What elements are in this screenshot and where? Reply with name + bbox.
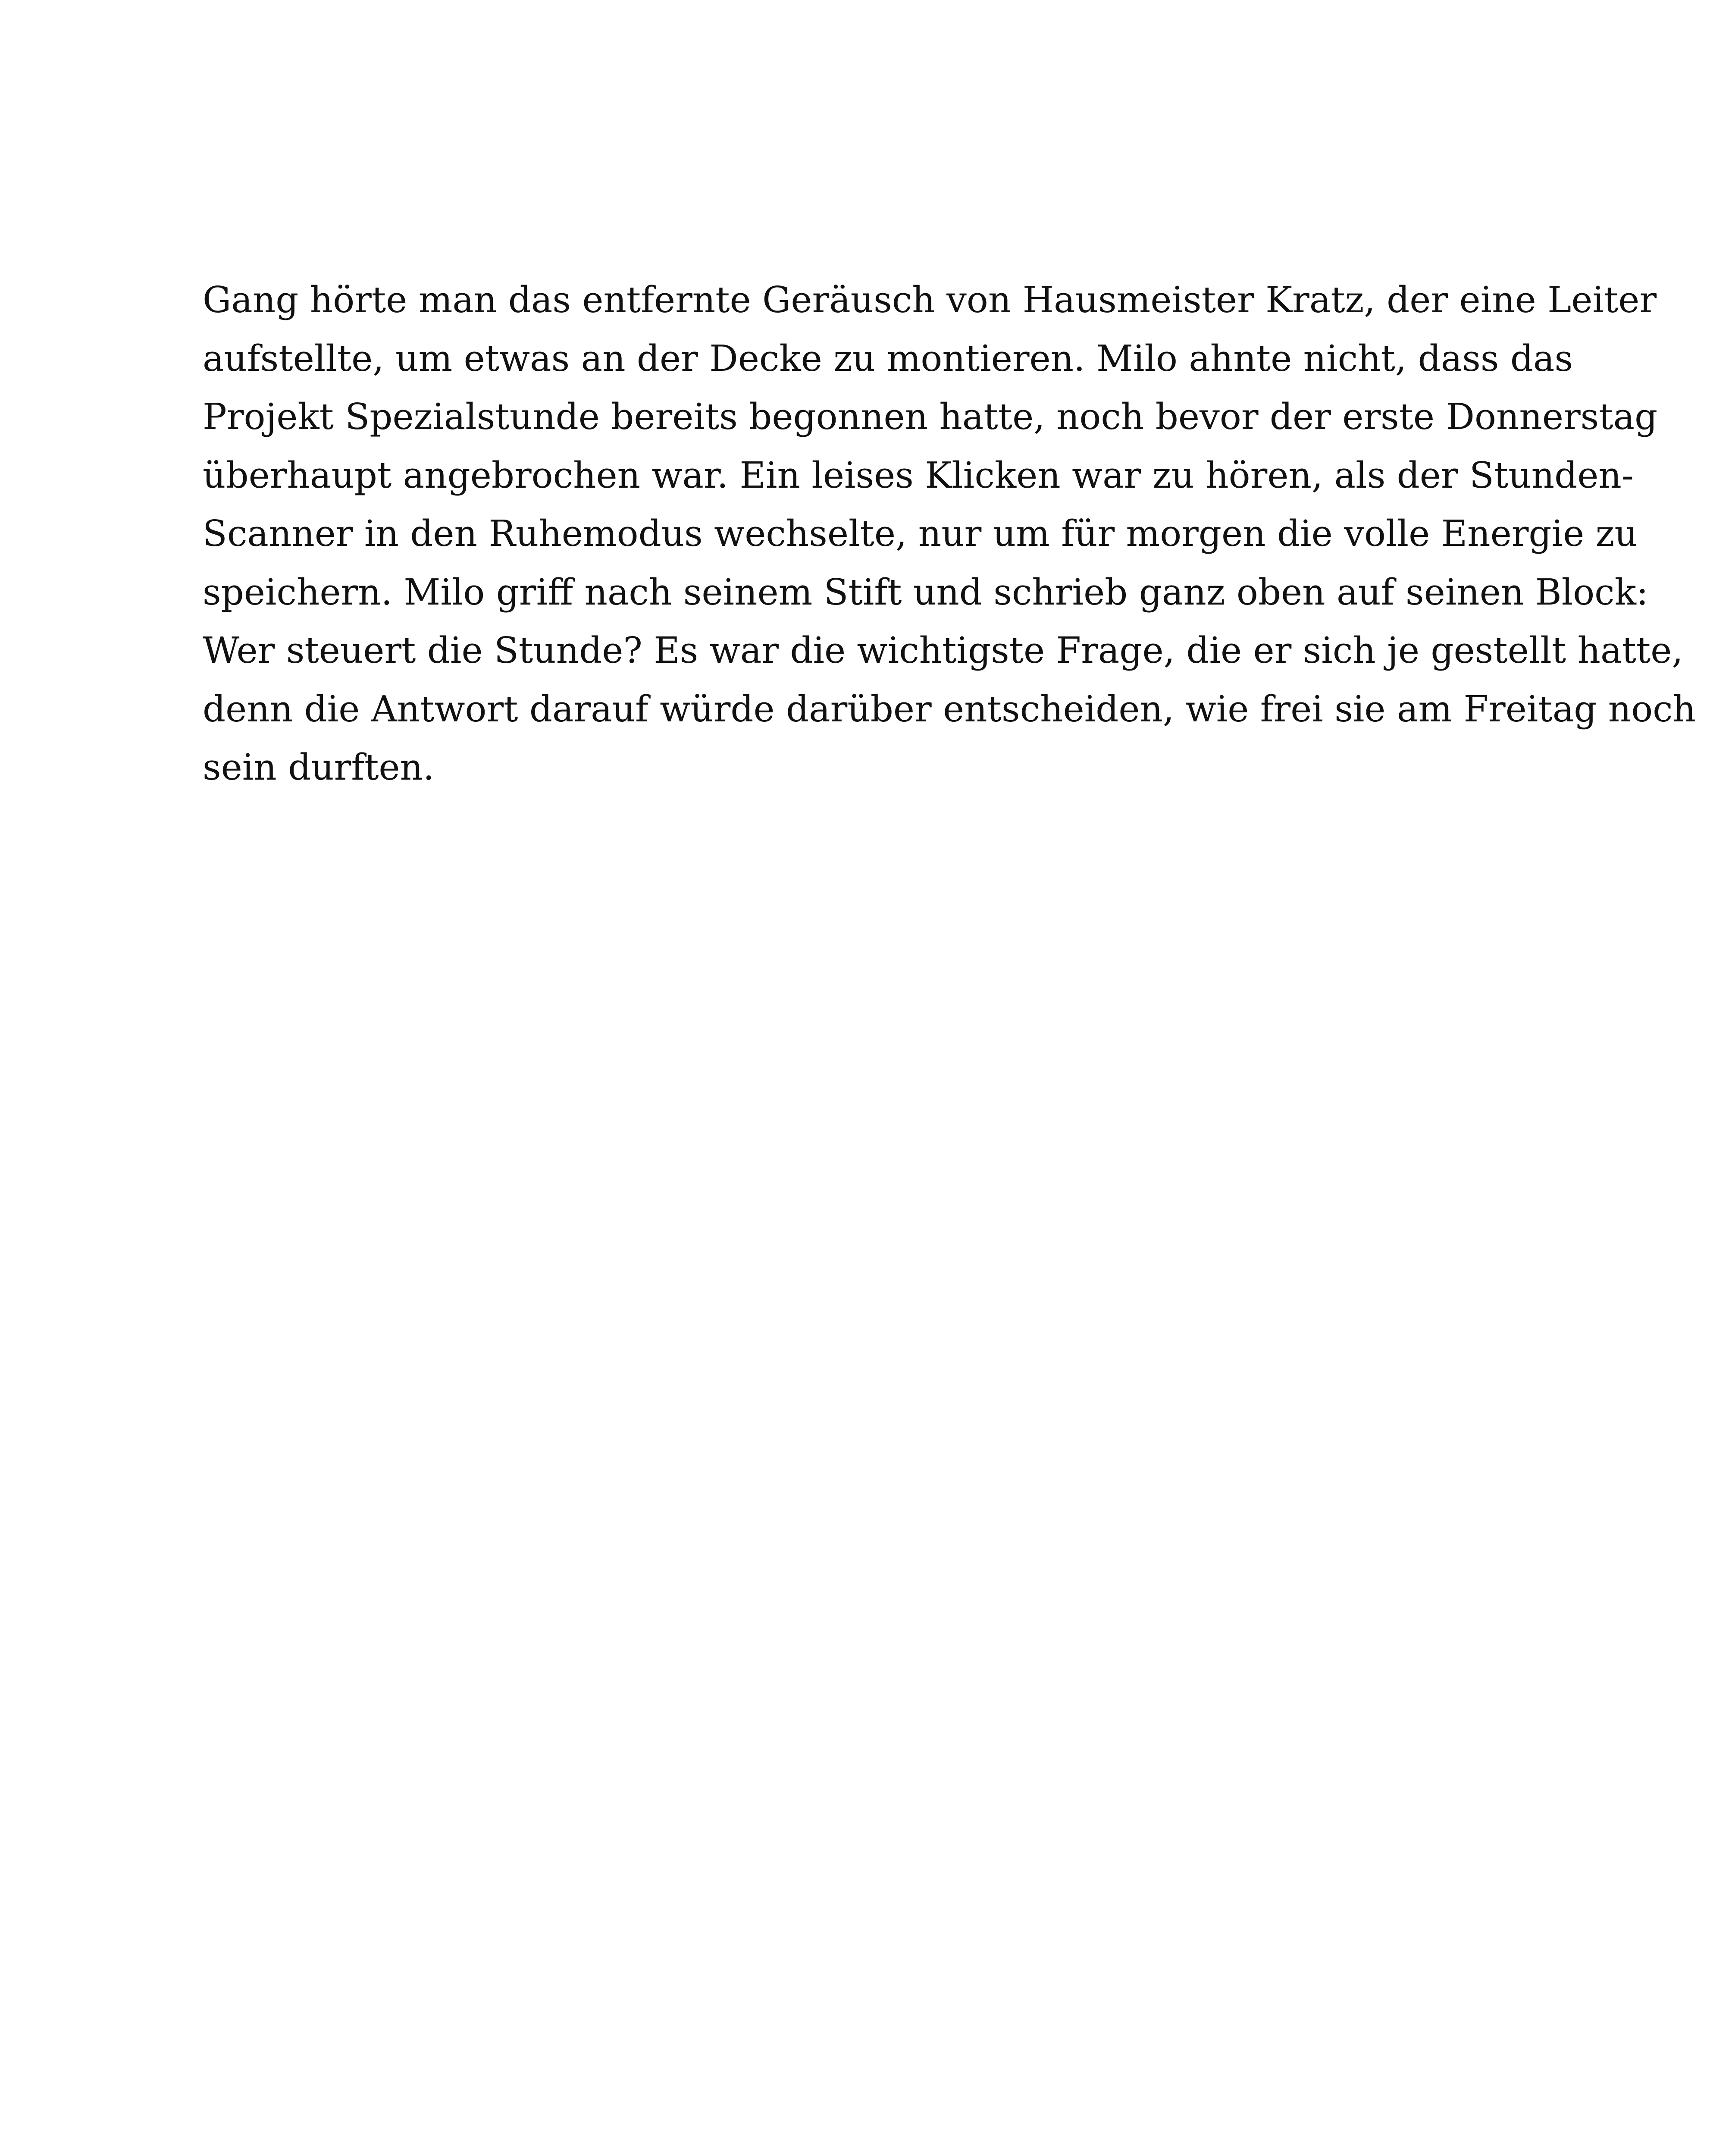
paragraph-line-8: denn die Antwort darauf würde darüber entscheiden, wie frei sie am Freitag noch	[203, 688, 1696, 730]
body-paragraph	[203, 271, 1696, 797]
paragraph-line-9: sein durften.	[203, 746, 435, 788]
paragraph-line-2: aufstellte, um etwas an der Decke zu montieren. Milo ahnte nicht, dass das	[203, 337, 1573, 379]
paragraph-line-3: Projekt Spezialstunde bereits begonnen hatte, noch bevor der erste Donnerstag	[203, 396, 1658, 438]
paragraph-line-6: speichern. Milo griff nach seinem Stift und schrieb ganz oben auf seinen Block:	[203, 571, 1648, 613]
paragraph-line-5: Scanner in den Ruhemodus wechselte, nur um für morgen die volle Energie zu	[203, 513, 1638, 555]
paragraph-line-4: überhaupt angebrochen war. Ein leises Klicken war zu hören, als der Stunden-	[203, 454, 1634, 496]
paragraph-line-1: Gang hörte man das entfernte Geräusch von Hausmeister Kratz, der eine Leiter	[203, 279, 1657, 321]
paragraph-line-7: Wer steuert die Stunde? Es war die wichtigste Frage, die er sich je gestellt hatte,	[203, 630, 1683, 671]
